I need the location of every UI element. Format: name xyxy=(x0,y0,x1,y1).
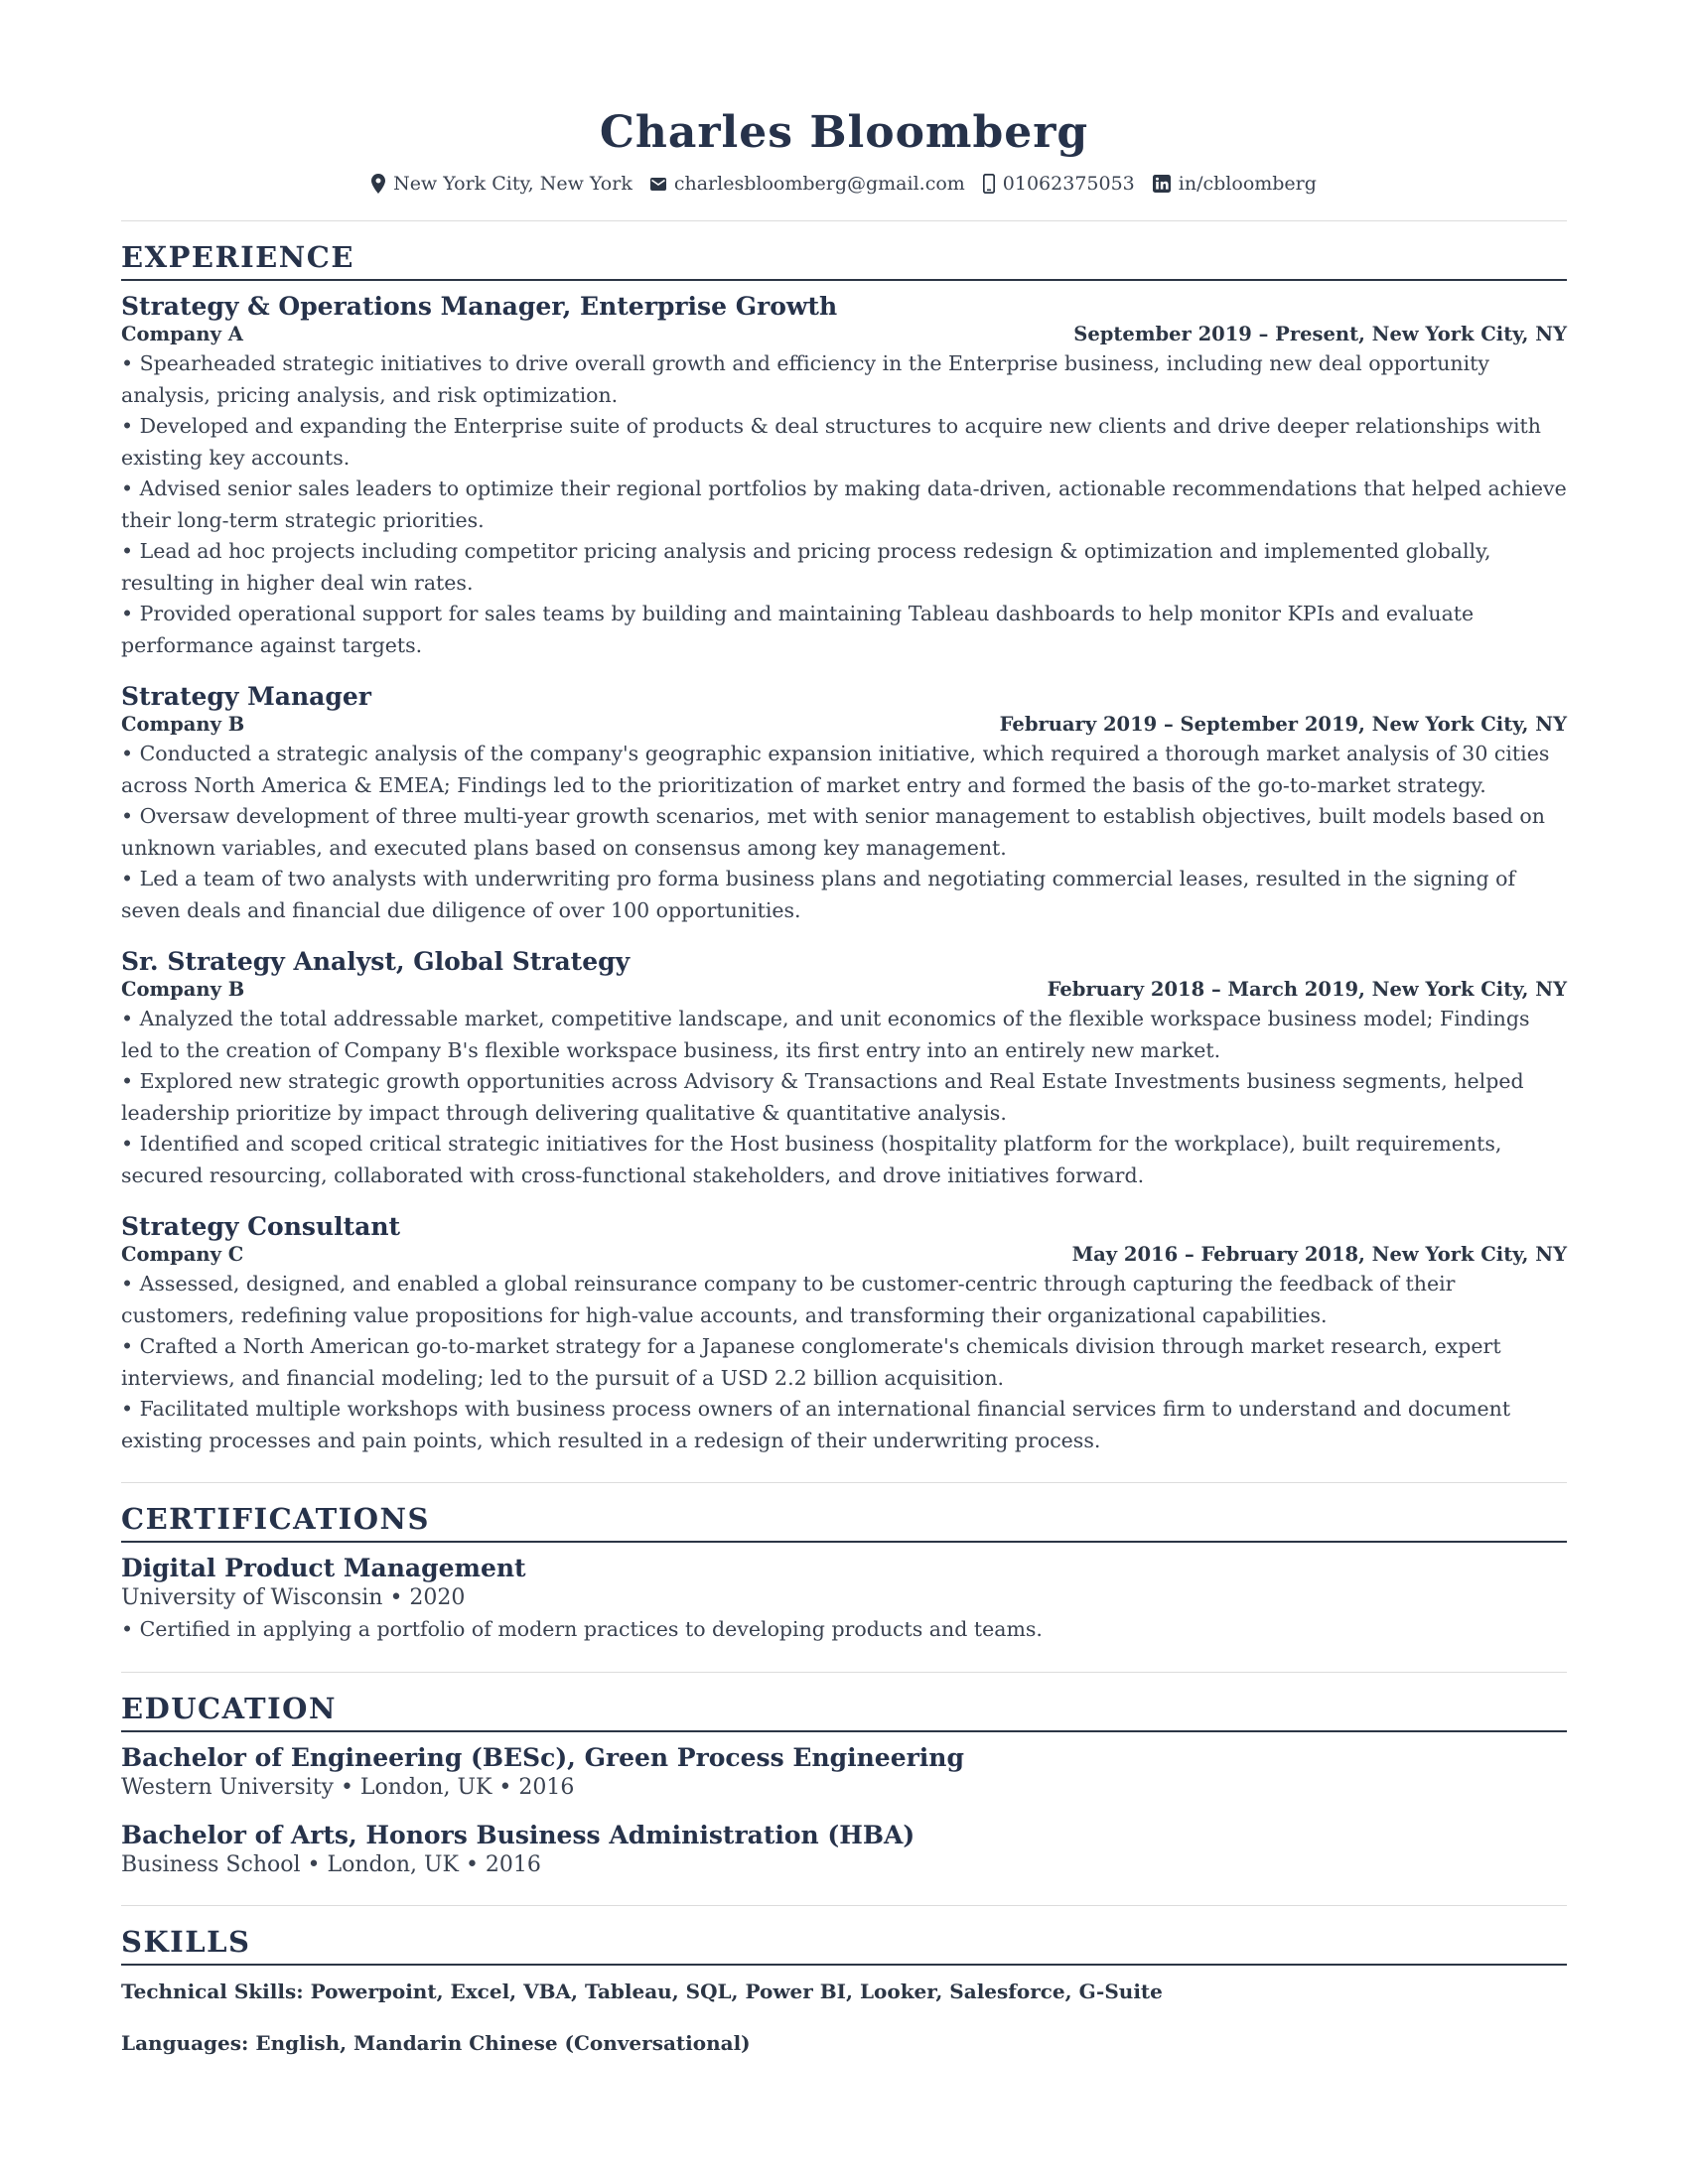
job-title: Strategy Consultant xyxy=(121,1212,401,1241)
bullet-item: • Analyzed the total addressable market, competitive landscape, and unit economics of the flexible workspace business model; Findings led to the creation of Company B's flexible workspace business, its first entry into an entirely new market. xyxy=(121,1007,1530,1062)
bullet-item: • Led a team of two analysts with underwriting pro forma business plans and negotiating commercial leases, resulted in the signing of seven deals and financial due diligence of over 100 opportunities. xyxy=(121,867,1516,922)
certification-bullets xyxy=(121,1614,1567,1646)
certifications-section xyxy=(121,1501,1567,1646)
divider xyxy=(121,1482,1567,1483)
contact-location xyxy=(371,173,633,195)
job-dates: February 2019 – September 2019, New York City, NY xyxy=(999,713,1567,736)
contact-email[interactable] xyxy=(650,173,965,195)
certification-entry xyxy=(121,1553,1567,1646)
job-bullets xyxy=(121,348,1567,661)
phone-icon xyxy=(983,174,995,194)
job-bullets xyxy=(121,739,1567,926)
job-entry xyxy=(121,946,1567,1191)
education-section xyxy=(121,1691,1567,1879)
certifications-heading: CERTIFICATIONS xyxy=(121,1501,1567,1543)
bullet-item: • Spearheaded strategic initiatives to drive overall growth and efficiency in the Enterprise business, including new deal opportunity analysis, pricing analysis, and risk optimization. xyxy=(121,351,1490,407)
bullet-item: • Crafted a North American go-to-market strategy for a Japanese conglomerate's chemicals division through market research, expert interviews, and financial modeling; led to the pursuit of a USD 2.2 billion acquisition. xyxy=(121,1334,1501,1390)
technical-skills: Technical Skills: Powerpoint, Excel, VBA, Tableau, SQL, Power BI, Looker, Salesforce, G-Suite xyxy=(121,1979,1163,2003)
bullet-item: • Developed and expanding the Enterprise suite of products & deal structures to acquire new clients and drive deeper relationships with existing key accounts. xyxy=(121,414,1541,470)
location-text: New York City, New York xyxy=(393,173,633,195)
education-details: Business School • London, UK • 2016 xyxy=(121,1851,541,1877)
certification-name: Digital Product Management xyxy=(121,1554,526,1582)
contact-phone[interactable] xyxy=(983,173,1135,195)
job-meta xyxy=(121,978,1567,1002)
degree-title: Bachelor of Arts, Honors Business Administration (HBA) xyxy=(121,1820,915,1849)
degree-title: Bachelor of Engineering (BESc), Green Process Engineering xyxy=(121,1742,964,1772)
contact-info xyxy=(121,173,1567,195)
job-entry xyxy=(121,291,1567,661)
bullet-item: • Assessed, designed, and enabled a global reinsurance company to be customer-centric through capturing the feedback of their customers, redefining value propositions for high-value accounts, and transforming their organizational capabilities. xyxy=(121,1272,1456,1327)
divider xyxy=(121,1672,1567,1673)
bullet-item: • Conducted a strategic analysis of the company's geographic expansion initiative, which required a thorough market analysis of 30 cities across North America & EMEA; Findings led to the prioritization of market entry and formed the basis of the go-to-market strategy. xyxy=(121,742,1550,797)
job-title: Strategy Manager xyxy=(121,682,371,711)
job-dates: September 2019 – Present, New York City, NY xyxy=(1073,323,1567,345)
bullet-item: • Provided operational support for sales teams by building and maintaining Tableau dashboards to help monitor KPIs and evaluate performance against targets. xyxy=(121,602,1475,657)
education-heading: EDUCATION xyxy=(121,1691,1567,1732)
location-pin-icon xyxy=(371,174,385,194)
candidate-name: Charles Bloomberg xyxy=(599,107,1089,158)
contact-linkedin[interactable] xyxy=(1153,173,1317,195)
certification-issuer: University of Wisconsin • 2020 xyxy=(121,1585,466,1610)
languages: Languages: English, Mandarin Chinese (Conversational) xyxy=(121,2030,751,2055)
job-title: Strategy & Operations Manager, Enterprise Growth xyxy=(121,292,838,321)
company-name: Company C xyxy=(121,1243,244,1266)
email-text[interactable]: charlesbloomberg@gmail.com xyxy=(673,173,965,195)
divider xyxy=(121,220,1567,221)
skills-section xyxy=(121,1924,1567,2057)
job-dates: February 2018 – March 2019, New York City, NY xyxy=(1047,978,1567,1001)
company-name: Company B xyxy=(121,713,245,736)
mail-icon xyxy=(650,178,666,191)
job-entry xyxy=(121,1211,1567,1456)
skills-heading: SKILLS xyxy=(121,1924,1567,1966)
experience-section xyxy=(121,239,1567,1456)
education-entry xyxy=(121,1820,1567,1879)
linkedin-icon xyxy=(1153,175,1171,193)
resume-header xyxy=(121,103,1567,195)
phone-text[interactable]: 01062375053 xyxy=(1002,173,1135,195)
bullet-item: • Certified in applying a portfolio of modern practices to developing products and teams. xyxy=(121,1617,1043,1641)
job-title: Sr. Strategy Analyst, Global Strategy xyxy=(121,947,631,976)
bullet-item: • Oversaw development of three multi-year growth scenarios, met with senior management to establish objectives, built models based on unknown variables, and executed plans based on consensus among key management. xyxy=(121,804,1545,860)
job-meta xyxy=(121,323,1567,346)
job-meta xyxy=(121,1243,1567,1267)
linkedin-text[interactable]: in/cbloomberg xyxy=(1178,173,1317,195)
job-dates: May 2016 – February 2018, New York City, NY xyxy=(1071,1243,1567,1266)
job-bullets xyxy=(121,1004,1567,1191)
education-details: Western University • London, UK • 2016 xyxy=(121,1774,575,1800)
bullet-item: • Explored new strategic growth opportunities across Advisory & Transactions and Real Estate Investments business segments, helped leadership prioritize by impact through delivering qualitative & quantitative analysis. xyxy=(121,1069,1524,1125)
divider xyxy=(121,1905,1567,1906)
experience-heading: EXPERIENCE xyxy=(121,239,1567,281)
education-entry xyxy=(121,1742,1567,1802)
company-name: Company A xyxy=(121,323,243,345)
job-meta xyxy=(121,713,1567,737)
company-name: Company B xyxy=(121,978,245,1001)
bullet-item: • Advised senior sales leaders to optimize their regional portfolios by making data-driven, actionable recommendations that helped achieve their long-term strategic priorities. xyxy=(121,477,1567,532)
bullet-item: • Facilitated multiple workshops with business process owners of an international financial services firm to understand and document existing processes and pain points, which resulted in a redesign of their underwriting process. xyxy=(121,1397,1511,1452)
job-bullets xyxy=(121,1269,1567,1456)
bullet-item: • Lead ad hoc projects including competitor pricing analysis and pricing process redesign & optimization and implemented globally, resulting in higher deal win rates. xyxy=(121,539,1491,595)
job-entry xyxy=(121,681,1567,926)
bullet-item: • Identified and scoped critical strategic initiatives for the Host business (hospitality platform for the workplace), built requirements, secured resourcing, collaborated with cross-functional stakeholders, and drove initiatives forward. xyxy=(121,1132,1502,1187)
